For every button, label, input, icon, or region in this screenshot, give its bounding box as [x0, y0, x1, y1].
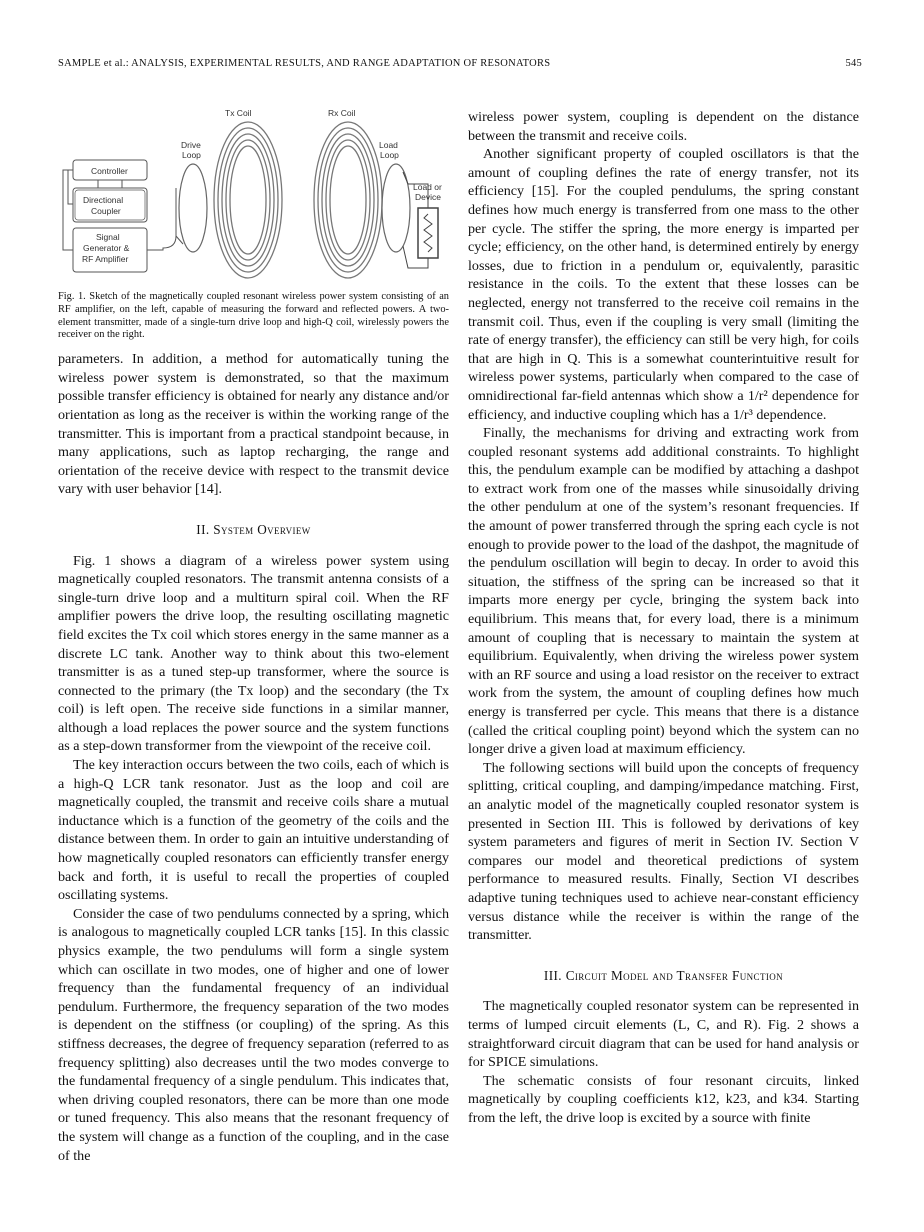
page-number: 545 [845, 58, 862, 69]
paragraph: Fig. 1 shows a diagram of a wireless power system using magnetically coupled resonators. The transmit antenna consists of a single-turn drive loop and a multiturn spiral coil. When the RF amplifier powers the drive loop, the resulting oscillating magnetic field excites the Tx coil which stores energy in the same manner as a discrete LC tank. Another way to think about this two-element transmitter is as a tuned step-up transformer, where the source is connected to the primary (the Tx loop) and the secondary (the Tx coil) is left open. The receive side functions in a similar manner, although a load replaces the power source and the system functions as a step-down transformer from the viewpoint of the receive coil. [58, 552, 449, 755]
running-header [58, 58, 862, 74]
paragraph: Another significant property of coupled oscillators is that the amount of coupling defines the rate of energy transfer, not its efficiency [15]. For the coupled pendulums, the spring constant defines how much energy is transferred from one mass to the other per cycle. The stiffer the spring, the more energy is imparted per cycle; efficiency, on the other hand, is determined entirely by energy losses, due to friction in a pendulum or, equivalently, parasitic resistance in the coils. To the extent that these losses can be neglected, energy not transferred to the receive coil remains in the transmit coil. Thus, even if the coupling is very small (limiting the rate of energy transfer), the efficiency can still be very high, for coils that are high in Q. This is a somewhat counterintuitive result for wireless power systems, particularly when compared to the case of omnidirectional far-field antennas which show a 1/r² dependence for efficiency, and inductive coupling which has a 1/r³ dependence. [468, 146, 859, 423]
paragraph: The magnetically coupled resonator system can be represented in terms of lumped circuit elements (L, C, and R). Fig. 2 shows a straightforward circuit diagram that can be used for hand analysis or for SPICE simulations. [468, 998, 859, 1071]
load-loop [382, 164, 410, 252]
paragraph: The key interaction occurs between the two coils, each of which is a high-Q LCR tank resonator. Just as the loop and coil are magnetically coupled, the transmit and receive coils share a mutual inductance which is a function of the geometry of the coils and the distance between them. In order to gain an intuitive understanding of how magnetically coupled resonators can efficiently transfer energy back and forth, it is useful to recall the properties of coupled oscillating systems. [58, 757, 449, 904]
drive-loop [179, 164, 207, 252]
tx-coil [214, 122, 282, 278]
section-heading-3: III. Circuit Model and Transfer Function [543, 967, 784, 983]
figure-1 [58, 108, 449, 288]
paragraph: parameters. In addition, a method for automatically tuning the wireless power system is demonstrated, so that the maximum possible transfer efficiency is obtained for nearly any distance and/or orientation as long as the receiver is within the working range of the transmitter. This is important from a practical standpoint because, in many applications, such as laptop recharging, the range and orientation of the receive device with respect to the transmit device vary with user behavior [14]. [58, 351, 449, 498]
load-loop-label-2: Loop [380, 150, 399, 160]
paragraph: wireless power system, coupling is dependent on the distance between the transmit and receive coils. [468, 109, 859, 144]
coupler-label-2: Coupler [91, 206, 121, 216]
rx-coil [314, 122, 382, 278]
running-title: SAMPLE et al.: ANALYSIS, EXPERIMENTAL RESULTS, AND RANGE ADAPTATION OF RESONATORS [58, 58, 551, 69]
siggen-label-2: Generator & [83, 243, 130, 253]
drive-loop-label-1: Drive [181, 140, 201, 150]
figure-caption: Fig. 1. Sketch of the magnetically coupled resonant wireless power system consisting of an RF amplifier, on the left, capable of measuring the forward and reflected powers. A two-element transmitter, made of a single-turn drive loop and high-Q coil, wirelessly powers the receiver on the right. [58, 291, 449, 341]
siggen-label-3: RF Amplifier [82, 254, 129, 264]
load-device-label-1: Load or [413, 182, 442, 192]
wireless-power-diagram [58, 108, 449, 288]
right-column [468, 108, 859, 1127]
paragraph: Finally, the mechanisms for driving and extracting work from coupled resonant systems add additional constraints. To highlight this, the pendulum example can be modified by attaching a dashpot to extract work from one of the masses while sinusoidally driving the other pendulum at one of the system’s resonant frequencies. If the amount of power transferred through the spring each cycle is not enough to provide power to the load of the dashpot, the magnitude of the pendulum oscillation will begin to decay. In order to avoid this situation, the stiffness of the spring can be increased so that it imparts more energy per cycle, bringing the system back into equilibrium. This means that, for every load, there is a minimum amount of coupling that is necessary to maintain the system at equilibrium. Equivalently, when driving the wireless power system with an RF source and using a load resistor on the receiver to extract work from the system, the amount of coupling defines how much energy is transferred per cycle. This means that there is a distance (called the critical coupling point) beyond which the system can no longer drive a given load at maximum efficiency. [468, 425, 859, 758]
siggen-label-1: Signal [96, 232, 120, 242]
section-heading-2: II. System Overview [196, 521, 311, 537]
coupler-label-1: Directional [83, 195, 124, 205]
left-column [58, 108, 449, 1165]
controller-label: Controller [91, 166, 128, 176]
load-device-label-2: Device [415, 192, 441, 202]
rx-coil-label: Rx Coil [328, 108, 356, 118]
paragraph: The following sections will build upon the concepts of frequency splitting, critical coupling, and damping/impedance matching. First, an analytic model of the magnetically coupled resonator system is presented in Section III. This is followed by derivations of key system parameters and figures of merit in Section IV. Section V compares our model and theoretical predictions of system performance to measured results. Finally, Section VI describes adaptive tuning techniques used to achieve near-constant efficiency versus distance while the receiver is within the range of the transmitter. [468, 759, 859, 944]
load-loop-label-1: Load [379, 140, 398, 150]
tx-coil-label: Tx Coil [225, 108, 252, 118]
paragraph: Consider the case of two pendulums connected by a spring, which is analogous to magnetically coupled LCR tanks [15]. In this classic physics example, the two pendulums will form a single system which can oscillate in two modes, one of higher and one of lower frequency than the fundamental frequency of an individual pendulum. Furthermore, the frequency separation of the two modes is dependent on the stiffness (or coupling) of the spring. As this stiffness decreases, the degree of frequency separation (referred to as frequency splitting) also decreases until the two modes converge to the fundamental frequency of a single pendulum. This indicates that, when driving coupled resonators, there can be more than one mode or tuned frequency. This also means that the resonant frequency of the system will change as a function of the coupling, and in the case of the [58, 905, 449, 1164]
drive-loop-label-2: Loop [182, 150, 201, 160]
paragraph: The schematic consists of four resonant circuits, linked magnetically by coupling coefficients k12, k23, and k34. Starting from the left, the drive loop is excited by a source with finite [468, 1072, 859, 1126]
